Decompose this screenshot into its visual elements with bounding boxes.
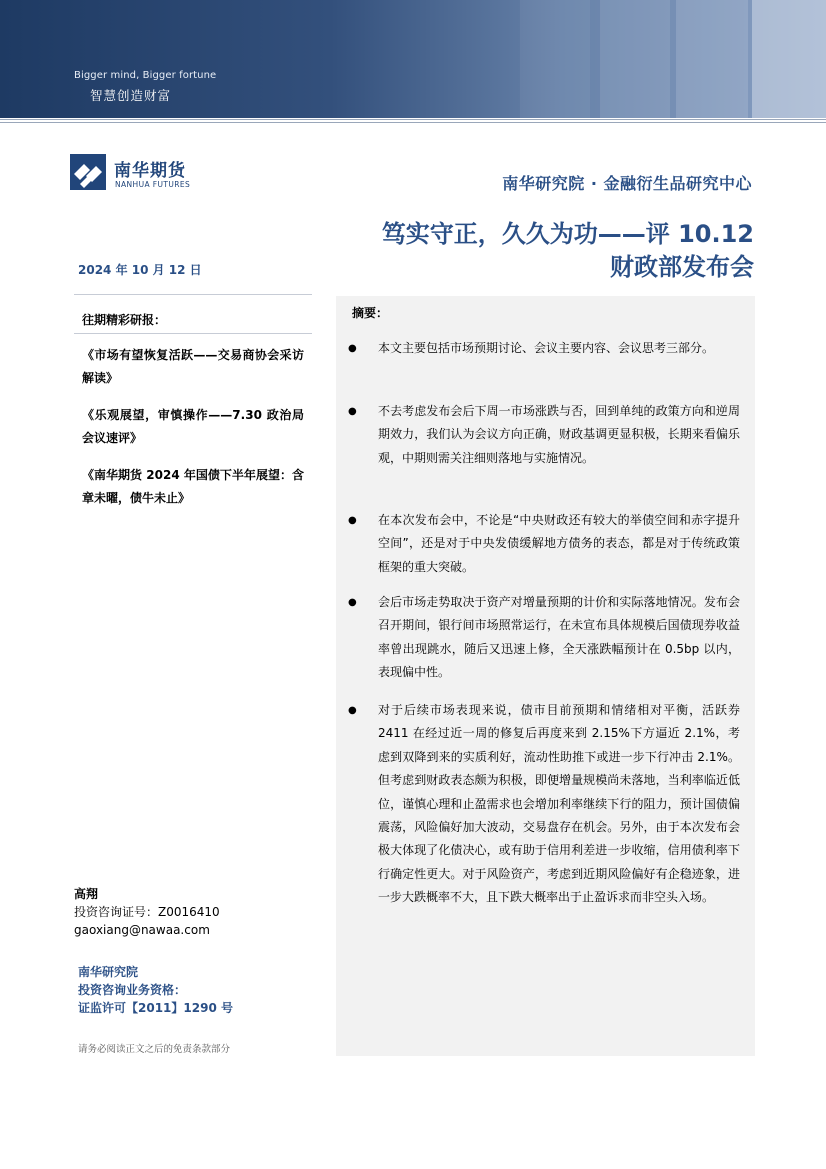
summary-bullet: 本文主要包括市场预期讨论、会议主要内容、会议思考三部分。 (378, 341, 715, 355)
header-banner (0, 0, 826, 118)
bullet-icon: ● (348, 597, 357, 608)
banner-stripe (600, 0, 670, 118)
logo-wordmark-cn: 南华期货 (114, 161, 186, 181)
banner-stripe (520, 0, 590, 118)
report-title (382, 218, 754, 284)
institute-permit: 证监许可【2011】1290 号 (78, 1001, 233, 1015)
nanhua-logo-icon (70, 154, 106, 190)
report-date: 2024 年 10 月 12 日 (78, 263, 202, 277)
past-reports-heading-rule (74, 333, 312, 334)
past-report-link[interactable]: 《市场有望恢复活跃——交易商协会采访解读》 (82, 348, 304, 385)
past-reports-top-rule (74, 294, 312, 295)
summary-title: 摘要： (352, 306, 389, 320)
logo-wordmark-en: NANHUA FUTURES (115, 180, 191, 189)
author-name: 高翔 (74, 887, 99, 901)
bullet-icon: ● (348, 343, 357, 354)
past-report-link[interactable]: 《乐观展望，审慎操作——7.30 政治局会议速评》 (82, 408, 304, 445)
past-report-link[interactable]: 《南华期货 2024 年国债下半年展望：含章未曜，债牛未止》 (82, 468, 304, 505)
report-title-line1: 笃实守正，久久为功——评 10.12 (381, 220, 754, 248)
institute-name: 南华研究院 (78, 965, 139, 979)
bullet-icon: ● (348, 406, 357, 417)
author-block (74, 885, 220, 939)
author-license: 投资咨询证号：Z0016410 (74, 905, 220, 919)
summary-bullet: 在本次发布会中，不论是“中央财政还有较大的举债空间和赤字提升空间”，还是对于中央发债缓解地方债务的表态，都是对于传统政策框架的重大突破。 (378, 513, 740, 574)
banner-stripe (676, 0, 748, 118)
summary-bullet: 会后市场走势取决于资产对增量预期的计价和实际落地情况。发布会召开期间，银行间市场照常运行，在未宣布具体规模后国债现券收益率曾出现跳水，随后又迅速上修，全天涨跌幅预计在 0.5bp 以内，表现偏中性。 (378, 595, 740, 680)
summary-bullet: 不去考虑发布会后下周一市场涨跌与否，回到单纯的政策方向和逆周期效力，我们认为会议方向正确，财政基调更显积极，长期来看偏乐观，中期则需关注细则落地与实施情况。 (378, 404, 740, 465)
author-email[interactable]: gaoxiang@nawaa.com (74, 923, 210, 937)
past-reports-heading: 往期精彩研报： (82, 313, 167, 327)
banner-divider (0, 122, 826, 123)
institute-block (78, 963, 233, 1017)
summary-bullet: 对于后续市场表现来说，债市目前预期和情绪相对平衡，活跃券 2411 在经过近一周的修复后再度来到 2.15%下方逼近 2.1%，考虑到双降到来的实质利好，流动性助推下或进一步下行冲击 2.1%。但考虑到财政表态颇为积极，即便增量规模尚未落地，当利率临近低位，谨慎心理和止盈需求也会增加利率继续下行的阻力，预计国债偏震荡，风险偏好加大波动，交易盘存在机会。另外，由于本次发布会极大体现了化债决心，或有助于信用利差进一步收缩，信用债利率下行确定性更大。对于风险资产，考虑到近期风险偏好有企稳迹象，进一步大跌概率不大，且下跌大概率出于止盈诉求而非空头入场。 (378, 703, 740, 905)
bullet-icon: ● (348, 515, 357, 526)
disclaimer-note: 请务必阅读正文之后的免责条款部分 (78, 1044, 231, 1055)
bullet-icon: ● (348, 705, 357, 716)
slogan-english: Bigger mind, Bigger fortune (74, 70, 217, 81)
department-name: 南华研究院 · 金融衍生品研究中心 (502, 174, 752, 193)
report-title-line2: 财政部发布会 (610, 253, 754, 281)
banner-stripe (752, 0, 826, 118)
institute-qualification: 投资咨询业务资格： (78, 983, 187, 997)
slogan-chinese: 智慧创造财富 (90, 88, 172, 103)
banner-divider (0, 119, 826, 120)
